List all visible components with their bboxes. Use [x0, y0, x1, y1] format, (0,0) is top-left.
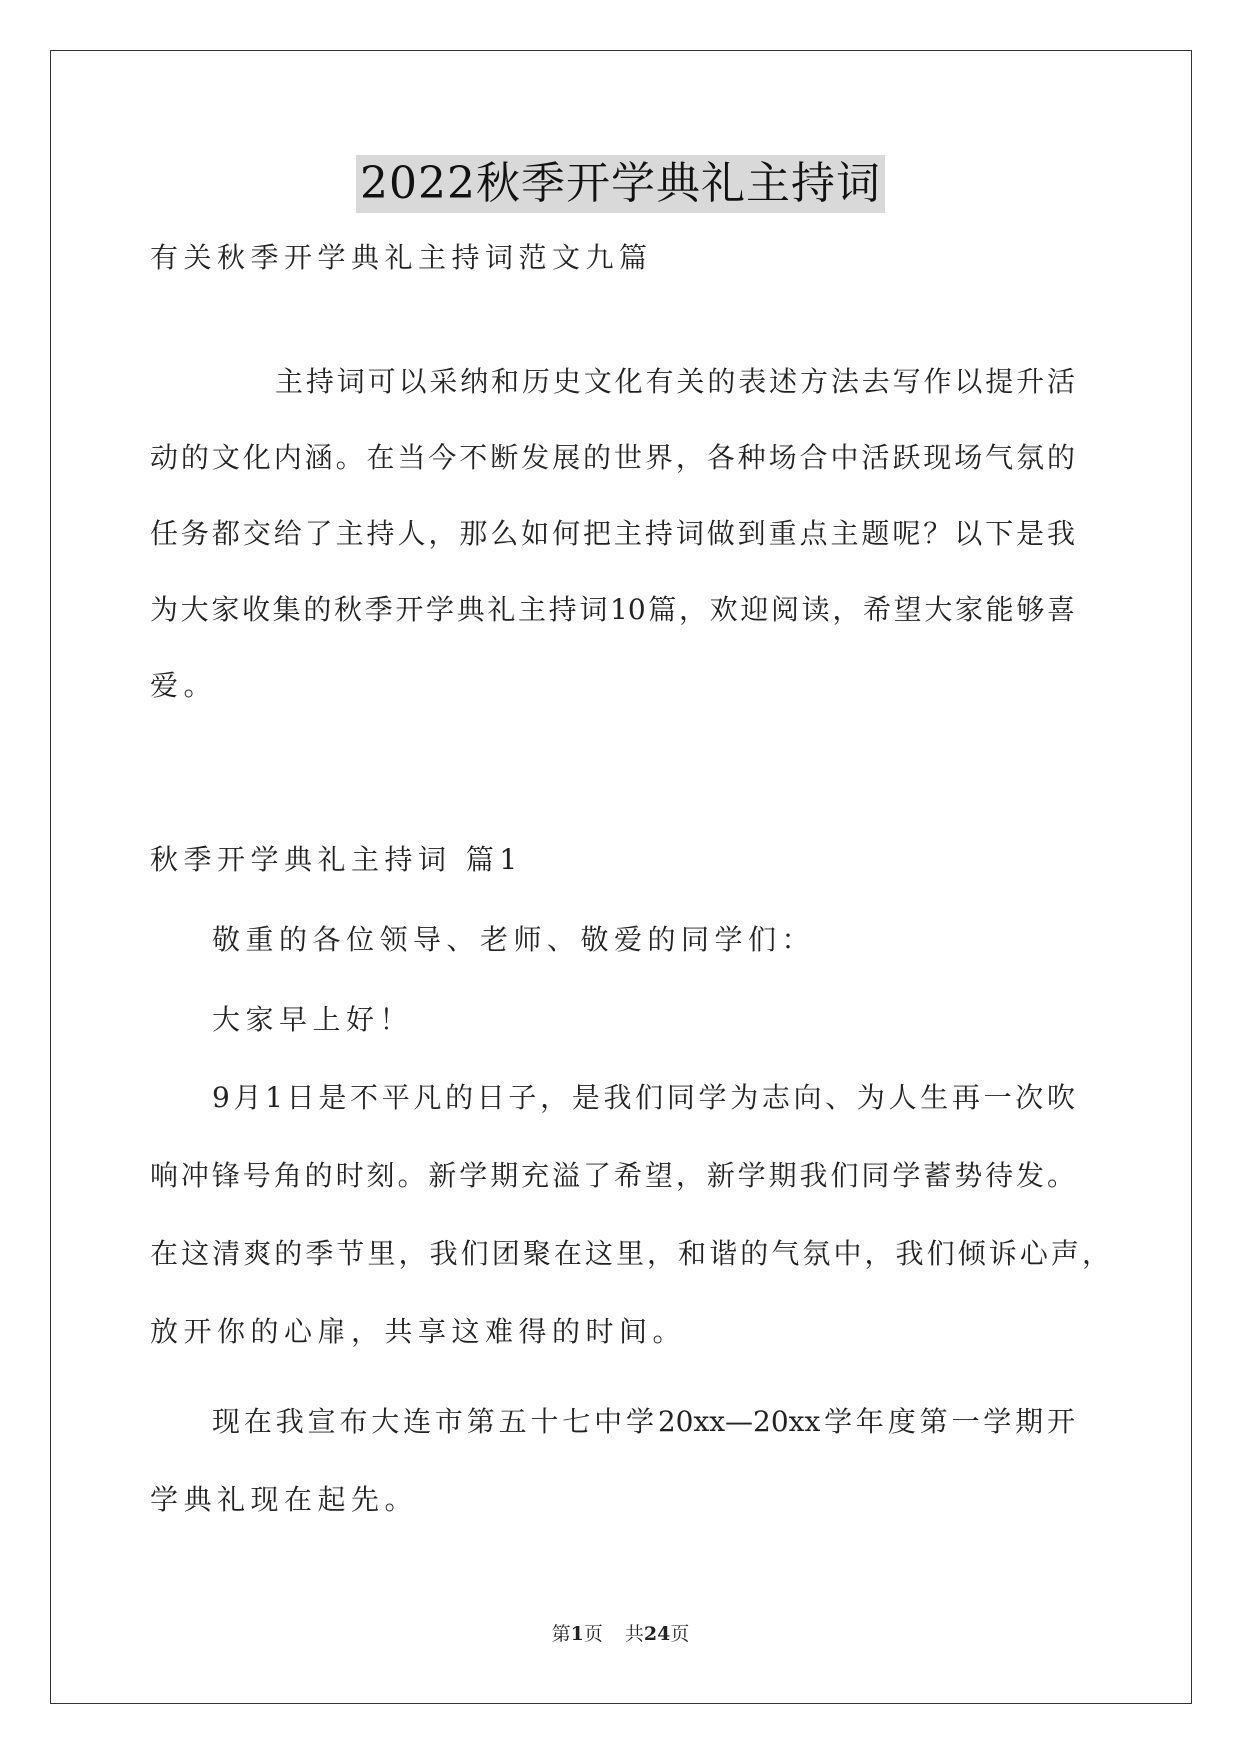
intro-line-5: 爱。 [150, 669, 218, 702]
intro-line-3: 任务都交给了主持人，那么如何把主持词做到重点主题呢？以下是我 [150, 517, 1075, 550]
title-container [0, 155, 1241, 213]
total-pages: 24 [643, 1623, 671, 1645]
para2-line-2: 学典礼现在起先。 [150, 1483, 419, 1516]
page-suffix: 页 [583, 1623, 603, 1645]
document-title: 2022秋季开学典礼主持词 [356, 155, 885, 213]
para2-line-1: 现在我宣布大连市第五十七中学20xx—20xx学年度第一学期开 [212, 1405, 1075, 1438]
page-footer [0, 1622, 1241, 1646]
subtitle: 有关秋季开学典礼主持词范文九篇 [150, 241, 653, 274]
total-suffix: 页 [670, 1623, 690, 1645]
section-heading: 秋季开学典礼主持词 篇1 [150, 843, 523, 876]
page-prefix: 第 [551, 1623, 571, 1645]
intro-line-2: 动的文化内涵。在当今不断发展的世界，各种场合中活跃现场气氛的 [150, 441, 1075, 474]
salutation: 敬重的各位领导、老师、敬爱的同学们： [212, 923, 816, 956]
intro-line-1: 主持词可以采纳和历史文化有关的表述方法去写作以提升活 [275, 365, 1075, 398]
para1-line-2: 响冲锋号角的时刻。新学期充溢了希望，新学期我们同学蓄势待发。 [150, 1159, 1075, 1192]
intro-line-4: 为大家收集的秋季开学典礼主持词10篇，欢迎阅读，希望大家能够喜 [150, 593, 1075, 626]
para1-line-3: 在这清爽的季节里，我们团聚在这里，和谐的气氛中，我们倾诉心声， [150, 1237, 1110, 1270]
page-number: 1 [570, 1623, 584, 1645]
total-prefix: 共 [624, 1623, 644, 1645]
para1-line-4: 放开你的心扉，共享这难得的时间。 [150, 1315, 687, 1348]
para1-line-1: 9月1日是不平凡的日子，是我们同学为志向、为人生再一次吹 [212, 1081, 1075, 1114]
greeting: 大家早上好！ [212, 1003, 414, 1036]
